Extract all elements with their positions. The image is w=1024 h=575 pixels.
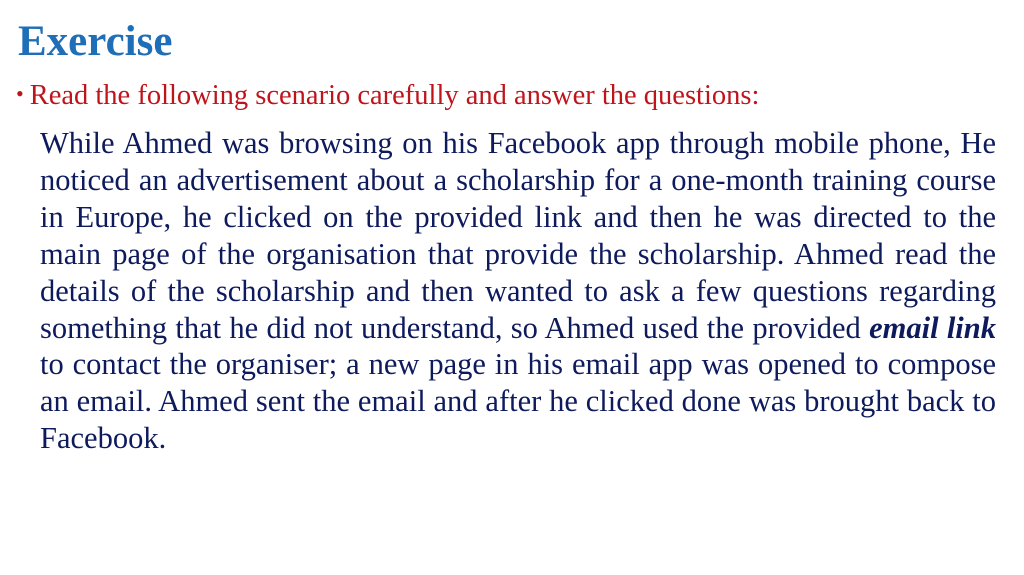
bullet-icon: •: [16, 81, 24, 106]
scenario-paragraph: [40, 125, 996, 457]
instruction-text: Read the following scenario carefully and answer the questions:: [29, 80, 760, 111]
slide-title: Exercise: [18, 18, 173, 65]
scenario-text-before: While Ahmed was browsing on his Facebook app through mobile phone, He noticed an advertisement about a scholarship for a one-month training course in Europe, he clicked on the provided link and then he was directed to the main page of the organisation that provide the scholarship. Ahmed read the details of the scholarship and then wanted to ask a few questions regarding something that he did not understand, so Ahmed used the provided: [40, 126, 996, 345]
scenario-text-after: to contact the organiser; a new page in his email app was opened to compose an email. Ahmed sent the email and after he clicked done was brought back to Facebook.: [40, 347, 996, 456]
instruction-bullet: [16, 78, 1006, 115]
scenario-emphasis: email link: [869, 310, 996, 345]
